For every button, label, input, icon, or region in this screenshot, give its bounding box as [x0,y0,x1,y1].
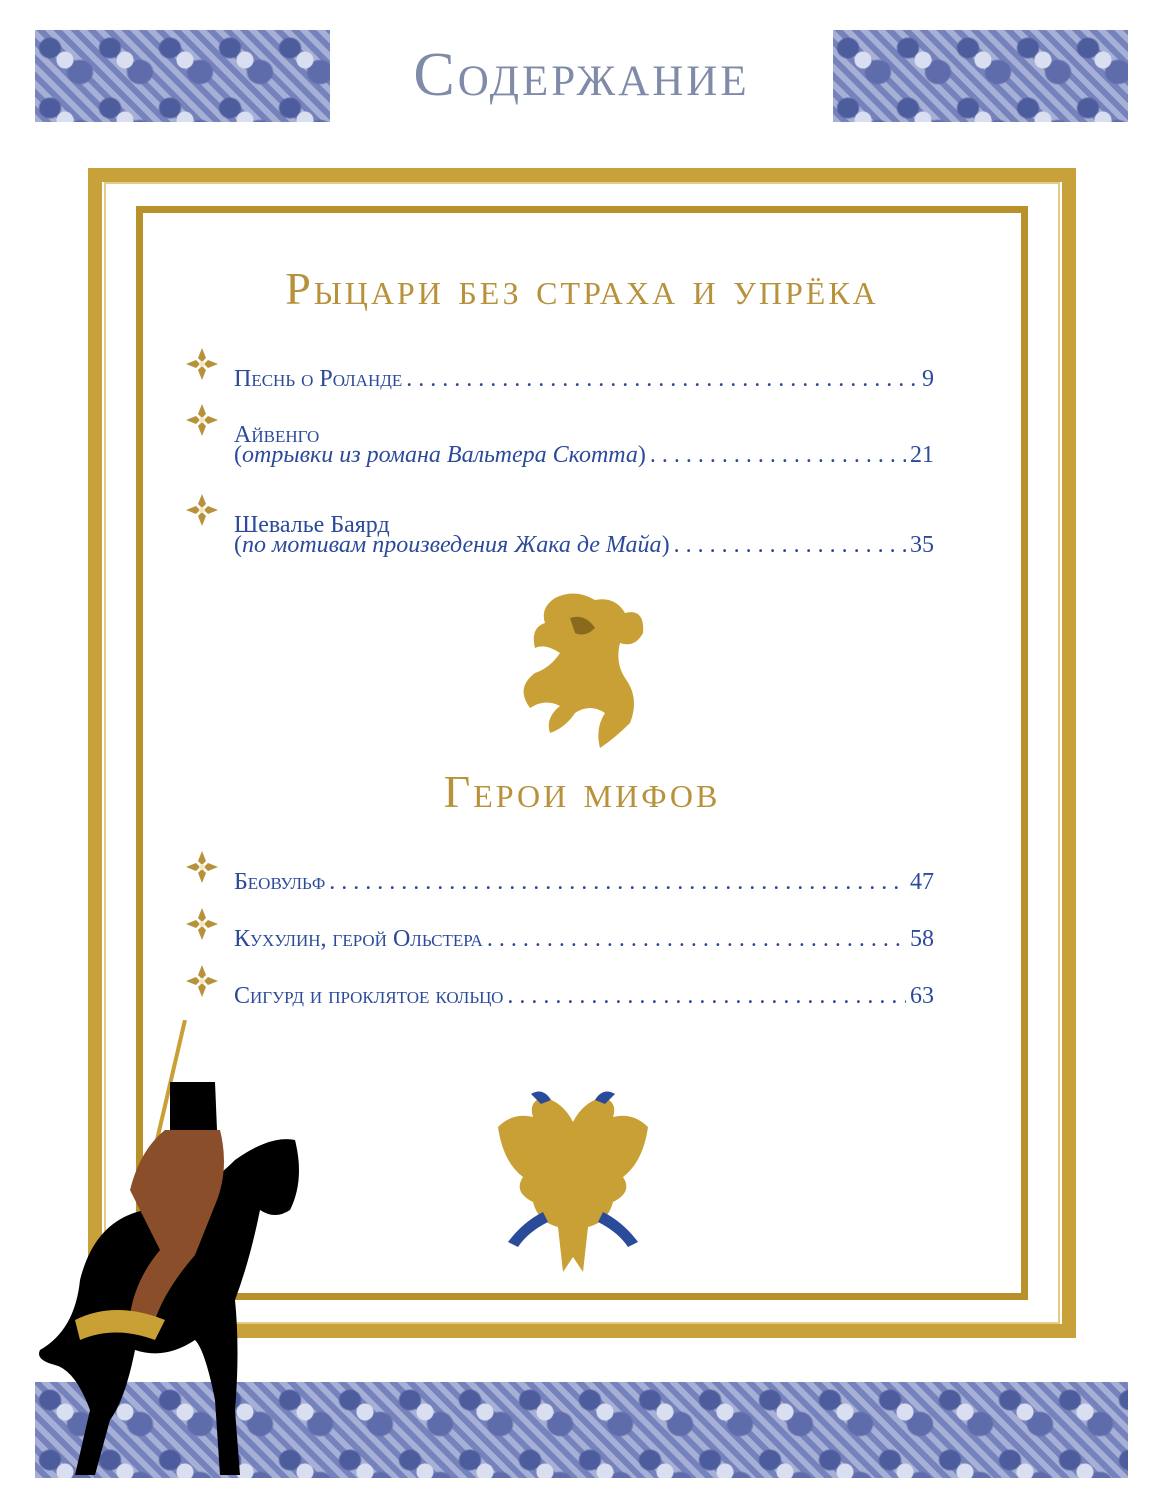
toc-entry[interactable] [184,498,934,566]
toc-entry[interactable] [184,969,934,1009]
toc-entry[interactable] [184,912,934,952]
header-pattern-right [833,30,1128,122]
leader-dots [507,983,906,1010]
entry-page: 35 [910,532,934,558]
cross-ornament-icon [184,352,220,386]
paren: ( [234,442,242,468]
entry-title: Кухулин, герой Ольстера [234,926,483,952]
entry-page: 9 [922,366,934,392]
entry-page: 47 [910,869,934,895]
leader-dots [329,869,906,896]
section-title: Герои мифов [443,766,721,817]
leader-dots [487,926,906,953]
paren: ) [661,532,670,558]
paren: ) [637,442,646,468]
entry-title: Песнь о Роланде [234,366,403,392]
entry-title: Шевалье Баярд [234,512,390,538]
cross-ornament-icon [184,408,220,442]
header-pattern-left [35,30,330,122]
knight-on-horse-silhouette [35,1020,305,1480]
leader-dots [650,442,906,469]
leader-dots [674,532,906,559]
entry-page: 63 [910,983,934,1009]
leader-dots [406,366,918,393]
toc-entry[interactable] [184,408,934,476]
cross-ornament-icon [184,855,220,889]
entry-title: Айвенго [234,422,320,448]
page-title: Содержание [413,41,750,109]
section-title: Рыцари без страха и упрёка [285,263,879,314]
entry-title: Сигурд и проклятое кольцо [234,983,504,1009]
toc-entry[interactable] [184,352,934,392]
entry-subtitle: по мотивам произведения Жака де Майа [242,532,662,558]
entry-page: 21 [910,442,934,468]
cross-ornament-icon [184,498,220,532]
entry-title: Беовульф [234,869,326,895]
entry-subtitle: отрывки из романа Вальтера Скотта [242,442,638,468]
cross-ornament-icon [184,969,220,1003]
double-headed-eagle-emblem [493,1082,653,1277]
lion-emblem [515,588,650,750]
toc-entry[interactable] [184,855,934,895]
paren: ( [234,532,242,558]
entry-page: 58 [910,926,934,952]
cross-ornament-icon [184,912,220,946]
